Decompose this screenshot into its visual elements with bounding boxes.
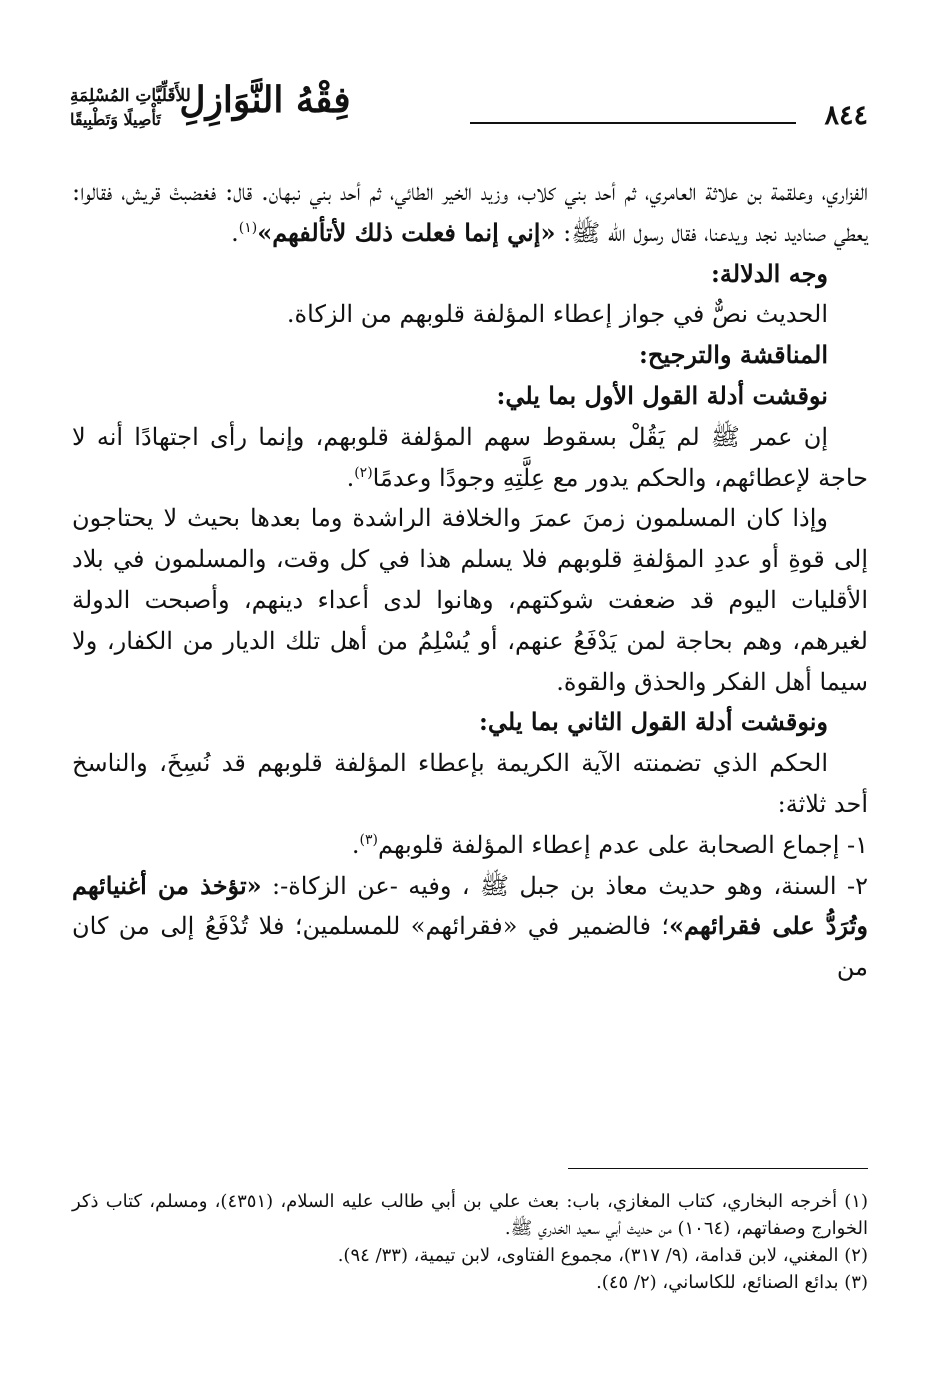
book-subtitle-line2: تَأْصِيلًا وَتَطْبِيقًا xyxy=(70,110,161,129)
section-heading-first-opinion: نوقشت أدلة القول الأول بما يلي: xyxy=(496,380,828,410)
page-body xyxy=(72,172,868,988)
paragraph-minorities: وإذا كان المسلمون زمنَ عمرَ والخلافة الراشدة وما بعدها بحيث لا يحتاجون إلى قوةِ أو عددِ المؤلفةِ قلوبهم فلا يسلم هذا في كل وقت، والمسلمون في بلاد الأقليات اليوم قد ضعفت شوكتهم، وهانوا لدى أعداء دينهم، وأصبحت الدولة لغيرهم، وهم بحاجة لمن يَدْفَعُ عنهم، أو يُسْلِمُ من أهل تلك الديار من الكفار، ولا سيما أهل الفكر والحذق والقوة. xyxy=(72,504,868,696)
footnote-ref: (١) xyxy=(238,219,258,236)
paragraph-end: . xyxy=(231,218,239,247)
paragraph-end: . xyxy=(346,463,355,492)
book-title: فِقْهُ النَّوَازِلِ xyxy=(179,79,351,121)
page-header xyxy=(70,60,868,160)
paragraph-hadith-text xyxy=(72,172,868,254)
footnote-ref: (٢) xyxy=(354,464,373,481)
list-item-consensus xyxy=(72,825,868,866)
list-item-text: ٢- السنة، وهو حديث معاذ بن جبل ﷺ ، وفيه -عن الزكاة-: xyxy=(272,871,868,900)
paragraph-abrogation: الحكم الذي تضمنته الآية الكريمة بإعطاء المؤلفة قلوبهم قد نُسِخَ، والناسخ أحد ثلاثة: xyxy=(72,749,868,818)
footnote-ref: (٣) xyxy=(359,831,379,848)
book-subtitle-line1: للأَقَلِّيَّاتِ المُسْلِمَةِ xyxy=(70,86,191,106)
footnote-2: (٢) المغني، لابن قدامة، (٩/ ٣١٧)، مجموع الفتاوى، لابن تيمية، (٣٣/ ٩٤). xyxy=(337,1245,868,1266)
paragraph-evidence: الحديث نصٌّ في جواز إعطاء المؤلفة قلوبهم من الزكاة. xyxy=(286,300,828,329)
footnote-1: (١) أخرجه البخاري، كتاب المغازي، باب: بعث علي بن أبي طالب عليه السلام، (٤٣٥١)، ومسلم، كتاب ذكر الخوارج وصفاتهم، (١٠٦٤) من حديث أبي سعيد الخدري ﷺ. xyxy=(72,1191,868,1239)
section-heading-evidence: وجه الدلالة: xyxy=(711,258,828,288)
paragraph-text: الفزاري، وعلقمة بن علاثة العامري، ثم أحد بني كلاب، وزيد الخير الطائي، ثم أحد بني نبهان. قال: فغضبتْ قريش، فقالوا: يعطي صناديد نجد ويدعنا، فقال رسول الله ﷺ: xyxy=(72,178,868,247)
section-heading-discussion: المناقشة والترجيح: xyxy=(639,340,828,370)
hadith-quote: «إني إنما فعلت ذلك لأتألفهم» xyxy=(257,217,556,247)
footnotes xyxy=(72,1188,868,1296)
list-item-text-cont: ؛ فالضمير في «فقرائهم» للمسلمين؛ فلا تُدْفَعُ إلى من كان من xyxy=(72,912,868,982)
hadith-quote: «تؤخذ من أغنيائهم وتُرَدُّ على فقرائهم» xyxy=(72,870,869,941)
list-item-end: . xyxy=(351,830,360,859)
footnote-separator xyxy=(568,1168,868,1169)
footnote-3: (٣) بدائع الصنائع، للكاساني، (٢/ ٤٥). xyxy=(596,1272,868,1293)
page-number: ٨٤٤ xyxy=(824,100,868,131)
header-rule xyxy=(470,122,796,124)
list-item-text: ١- إجماع الصحابة على عدم إعطاء المؤلفة قلوبهم xyxy=(378,830,868,859)
section-heading-second-opinion: ونوقشت أدلة القول الثاني بما يلي: xyxy=(479,707,828,737)
paragraph-umar xyxy=(72,417,868,499)
paragraph-text: إن عمر ﷺ لم يَقُلْ بسقوط سهم المؤلفة قلوبهم، وإنما رأى اجتهادًا أنه لا حاجة لإعطائهم، والحكم يدور مع عِلَّتِهِ وجودًا وعدمًا xyxy=(72,422,868,492)
list-item-sunnah xyxy=(72,866,868,988)
